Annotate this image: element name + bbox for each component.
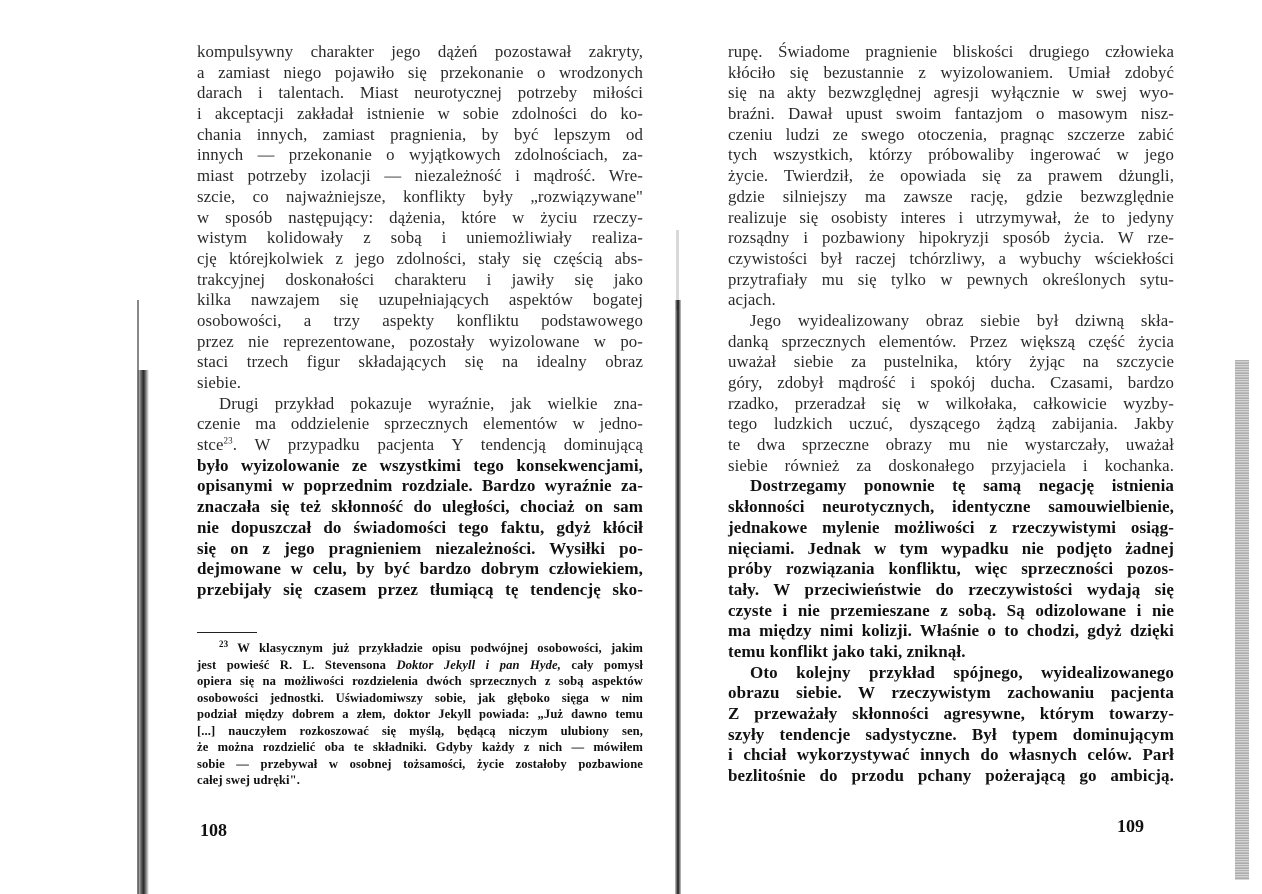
- text-line: chania innych, zamiast pragnienia, by być lepszym od: [197, 124, 643, 144]
- footnote-line: [...] nauczyłem rozkoszować się myślą, będącą niczym ulubiony sen,: [197, 723, 643, 738]
- text-line: czeniu ludzi ze swego otoczenia, pragnąc szczerze zabić: [728, 124, 1174, 144]
- text-line: i akceptacji zakładał istnienie w sobie zdolności do ko-: [197, 104, 643, 124]
- paragraph-start-line: Jego wyidealizowany obraz siebie był dziwną skła-: [750, 310, 1174, 330]
- text-line: szcie, co najważniejsze, konflikty były „rozwiązywane": [197, 186, 643, 206]
- page-number-right: 109: [1117, 816, 1144, 836]
- footnote-line: osobowości jednostki. Uświadomiwszy sobie, jak głęboko sięga w nim: [197, 690, 643, 705]
- text-line: przebijały się czasem przez tłumiącą tę tendencję sko-: [197, 579, 643, 599]
- text-line: trakcyjnej doskonałości charakteru i jawiły się jako: [197, 269, 643, 289]
- text-line: wistym kolidowały z sobą i uniemożliwiały realiza-: [197, 228, 643, 248]
- text-line: i chciał wykorzystywać innych do własnych celów. Parł: [728, 745, 1174, 765]
- footnote-line: podział między dobrem a złem, doktor Jekyll powiada: „Już dawno temu: [197, 707, 643, 721]
- text-line: czyste i nie przemieszane z sobą. Są odizolowane i nie: [728, 600, 1174, 620]
- text-line: próby rozwiązania konfliktu, więc sprzeczności pozos-: [728, 559, 1174, 579]
- text-line: danką sprzecznych elementów. Przez większą część życia: [728, 331, 1174, 351]
- text-line: było wyizolowanie ze wszystkimi tego konsekwencjami,: [197, 455, 643, 475]
- text-line: się na akty bezwzględnej agresji wyłącznie w swej wyo-: [728, 83, 1174, 103]
- text-line: bezlitośnie do przodu pchany pożerającą go ambicją.: [728, 766, 1174, 786]
- footnote-line: [197, 640, 643, 657]
- right-page-body: [728, 42, 1174, 787]
- right-page: [680, 0, 1262, 894]
- text-line: opisanymi w poprzednim rozdziale. Bardzo wyraźnie za-: [197, 476, 643, 496]
- text-line: w sposób następujący: dążenia, które w życiu rzeczy-: [197, 207, 643, 227]
- text-line: przytrafiały mu się tylko w pewnych określonych sytu-: [728, 269, 1174, 289]
- text-line: szyły tendencje sadystyczne. Był typem dominującym: [728, 724, 1174, 744]
- text-line: rozsądny i pozbawiony hipokryzji sposób życia. W rze-: [728, 228, 1174, 248]
- book-title: Doktor Jekyll i pan Hyde,: [396, 657, 561, 672]
- paragraph-start-line: Oto kolejny przykład spójnego, wyidealizowanego: [750, 662, 1174, 682]
- text-line: braźni. Dawał upust swoim fantazjom o masowym nisz-: [728, 104, 1174, 124]
- footnote-line: [197, 657, 643, 674]
- text-line: kłóciło się bezustannie z wyizolowaniem. Umiał zdobyć: [728, 62, 1174, 82]
- paragraph-start-line: Dostrzegamy ponownie tę samą negację istnienia: [750, 476, 1174, 496]
- text-line: gdzie silniejszy ma zawsze rację, gdzie bezwzględnie: [728, 186, 1174, 206]
- paragraph-start-line: Drugi przykład pokazuje wyraźnie, jak wielkie zna-: [219, 393, 643, 413]
- text-line: tych wszystkich, którzy próbowaliby ingerować w jego: [728, 145, 1174, 165]
- text-line: ma między nimi kolizji. Właśnie o to chodzi, gdyż dzięki: [728, 621, 1174, 641]
- text-line: siebie również za doskonałego przyjaciela i kochanka.: [728, 455, 1174, 475]
- text-line: staci trzech figur składających się na idealny obraz: [197, 352, 643, 372]
- text-line: kilka nawzajem się uzupełniających aspektów bogatej: [197, 290, 643, 310]
- text-fragment: . W przypadku pacjenta Y tendencją dominującą: [232, 435, 643, 455]
- text-line: się on z jego pragnieniem niezależności. Wysiłki po-: [197, 538, 643, 558]
- text-line: czywistości był raczej tchórzliwy, a wybuchy wściekłości: [728, 248, 1174, 268]
- text-line: czenie ma oddzielenie sprzecznych elementów w jedno-: [197, 414, 643, 434]
- text-line: jednakowe mylenie możliwości z rzeczywistymi osiąg-: [728, 517, 1174, 537]
- text-line: nięciami. Jednak w tym wypadku nie podjęto żadnej: [728, 538, 1174, 558]
- text-line: tały. W przeciwieństwie do rzeczywistości wydają się: [728, 579, 1174, 599]
- text-line: a zamiast niego pojawiło się przekonanie o wrodzonych: [197, 62, 643, 82]
- text-line: osobowości, a trzy aspekty konfliktu podstawowego: [197, 310, 643, 330]
- footnote: [197, 640, 643, 789]
- text-fragment: jest powieść R. L. Stevensona: [197, 657, 397, 672]
- text-line: cję którejkolwiek z jego zdolności, stały się częścią abs-: [197, 248, 643, 268]
- text-line: życie. Twierdził, że opowiada się za prawem dżungli,: [728, 166, 1174, 186]
- text-line: uważał siebie za pustelnika, który żyjąc na szczycie: [728, 352, 1174, 372]
- text-fragment: W klasycznym już przykładzie opisu podwójnej osobowości, jakim: [228, 641, 643, 655]
- text-line: acjach.: [728, 290, 776, 310]
- text-line: rzadko, przeradzał się w wilkołaka, całkowicie wyzby-: [728, 393, 1174, 413]
- left-page-body: [197, 42, 643, 601]
- text-line: przez nie reprezentowane, pozostały wyizolowane w po-: [197, 331, 643, 351]
- text-line: Z przeważały skłonności agresywne, którym towarzy-: [728, 704, 1174, 723]
- page-number-left: 108: [200, 820, 227, 840]
- text-line: innych — przekonanie o wyjątkowych zdolnościach, za-: [197, 145, 643, 165]
- footnote-line: opiera się na możliwości rozdzielenia dwóch sprzecznych z sobą aspektów: [197, 674, 643, 688]
- text-line: miast potrzeby izolacji — niezależność i mądrość. Wre-: [197, 166, 643, 186]
- text-line: skłonności neurotycznych, identyczne samouwielbienie,: [728, 497, 1174, 517]
- text-fragment: stce: [197, 435, 224, 455]
- text-line: góry, zdobył mądrość i spokój ducha. Czasami, bardzo: [728, 373, 1174, 392]
- footnote-separator: [197, 632, 257, 633]
- footnote-line: że można rozdzielić oba te składniki. Gdyby każdy z nich — mówiłem: [197, 740, 643, 754]
- text-line: dejmowane w celu, by być bardzo dobrym człowiekiem,: [197, 559, 643, 579]
- text-line: kompulsywny charakter jego dążeń pozostawał zakryty,: [197, 42, 643, 61]
- text-fragment: cały pomysł: [560, 657, 643, 672]
- text-line: realizuje się osobisty interes i utrzymywał, że to jedyny: [728, 207, 1174, 227]
- text-line: te dwa sprzeczne obrazy mu nie wystarczały, uważał: [728, 435, 1174, 455]
- text-line: tego ludzkich uczuć, dyszącego żądzą zabijania. Jakby: [728, 414, 1174, 434]
- footnote-marker: 23: [219, 638, 229, 649]
- footnote-line: sobie — przebywał w osobnej tożsamości, życie zostałoby pozbawione: [197, 756, 643, 771]
- text-line: znaczała się też skłonność do uległości, chociaż on sam: [197, 497, 643, 517]
- text-line: rupę. Świadome pragnienie bliskości drugiego człowieka: [728, 42, 1174, 61]
- text-line-with-footnote-ref: [197, 435, 643, 456]
- text-line: obrazu siebie. W rzeczywistym zachowaniu pacjenta: [728, 683, 1174, 703]
- text-line: siebie.: [197, 373, 242, 392]
- footnote-reference: 23: [223, 435, 233, 446]
- footnote-line: całej swej udręki".: [197, 773, 300, 787]
- text-line: nie dopuszczał do świadomości tego faktu, gdyż kłócił: [197, 517, 643, 537]
- text-line: temu konflikt jako taki, zniknął.: [728, 641, 966, 661]
- text-line: darach i talentach. Miast neurotycznej potrzeby miłości: [197, 83, 643, 103]
